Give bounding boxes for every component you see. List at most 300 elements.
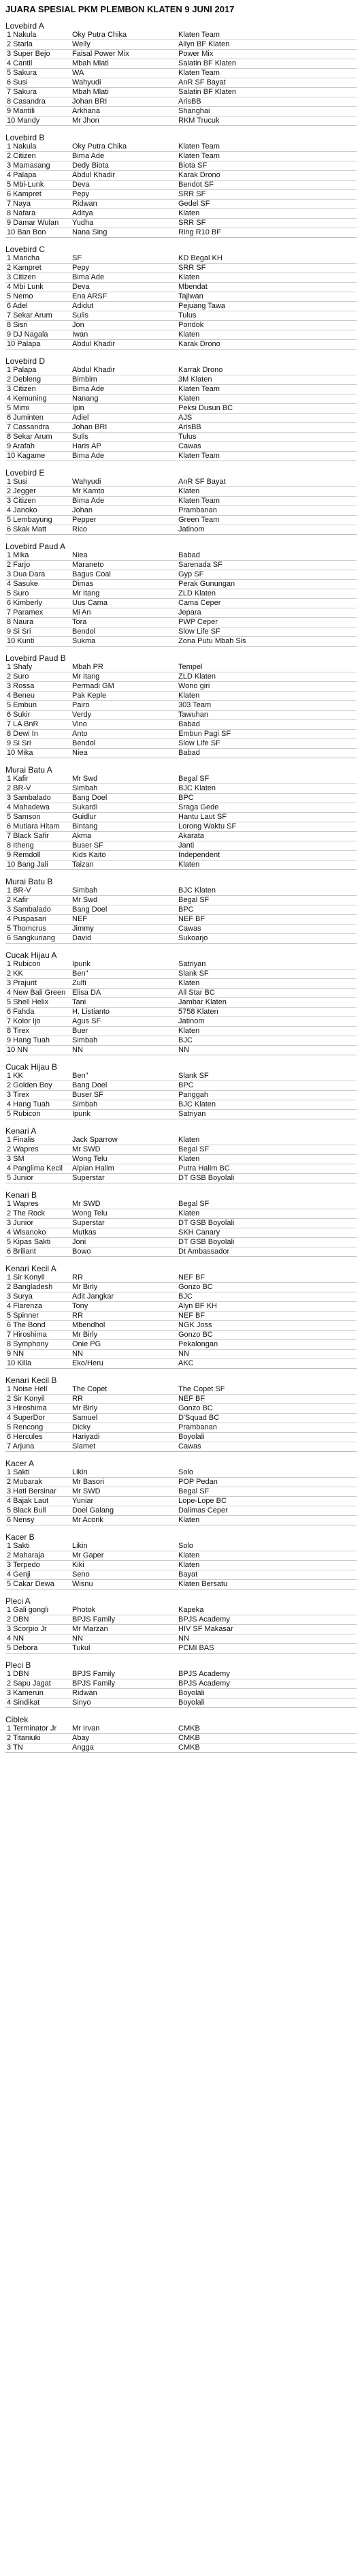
result-row bbox=[5, 1238, 357, 1247]
owner-name: Ipin bbox=[72, 404, 84, 412]
team-name: Klaten bbox=[178, 1551, 200, 1559]
bird-rank-name: 2 The Rock bbox=[7, 1209, 46, 1217]
bird-rank-name: 6 Hercules bbox=[7, 1433, 43, 1441]
bird-rank-name: 8 Itheng bbox=[7, 841, 34, 850]
bird-rank-name: 3 Citizen bbox=[7, 497, 36, 505]
result-block bbox=[5, 21, 357, 126]
result-row bbox=[5, 1644, 357, 1654]
owner-name: Mr Aconk bbox=[72, 1516, 103, 1524]
result-row bbox=[5, 1219, 357, 1228]
owner-name: RR bbox=[72, 1312, 83, 1320]
owner-name: Mr SWD bbox=[72, 1145, 101, 1153]
bird-rank-name: 1 Rubicon bbox=[7, 960, 41, 968]
team-name: NEF BF bbox=[178, 915, 205, 923]
bird-rank-name: 5 Thomcrus bbox=[7, 925, 46, 933]
bird-rank-name: 2 Citizen bbox=[7, 152, 36, 160]
result-row bbox=[5, 1487, 357, 1497]
owner-name: Dicky bbox=[72, 1423, 90, 1431]
bird-rank-name: 1 KK bbox=[7, 1072, 23, 1080]
category-title: Lovebird B bbox=[5, 133, 45, 142]
category-title: Lovebird Paud B bbox=[5, 653, 66, 663]
team-name: KD Begal KH bbox=[178, 254, 223, 262]
owner-name: Pairo bbox=[72, 701, 90, 709]
owner-name: BPJS Family bbox=[72, 1670, 115, 1678]
result-row bbox=[5, 1423, 357, 1433]
result-row bbox=[5, 254, 357, 264]
team-name: NN bbox=[178, 1634, 189, 1643]
team-name: Klaten bbox=[178, 1155, 200, 1163]
team-name: Lope-Lope BC bbox=[178, 1497, 227, 1505]
result-block bbox=[5, 245, 357, 350]
bird-rank-name: 9 Damar Wulan bbox=[7, 219, 59, 227]
team-name: Begal SF bbox=[178, 1487, 210, 1495]
owner-name: Aditya bbox=[72, 209, 93, 217]
owner-name: Ipunk bbox=[72, 960, 90, 968]
result-row bbox=[5, 1670, 357, 1679]
result-row bbox=[5, 730, 357, 739]
owner-name: Elisa DA bbox=[72, 989, 101, 997]
team-name: BPC bbox=[178, 1081, 194, 1089]
team-name: Begal SF bbox=[178, 775, 210, 783]
owner-name: Bimbim bbox=[72, 375, 97, 384]
category-title: Lovebird A bbox=[5, 21, 44, 31]
team-name: Perak Gunungan bbox=[178, 580, 235, 588]
owner-name: Deva bbox=[72, 283, 90, 291]
bird-rank-name: 4 Flarenza bbox=[7, 1302, 42, 1310]
owner-name: Niea bbox=[72, 551, 88, 559]
result-row bbox=[5, 1200, 357, 1209]
owner-name: Mbah Mlati bbox=[72, 59, 109, 67]
owner-name: Nana Sing bbox=[72, 228, 108, 236]
result-row bbox=[5, 78, 357, 88]
result-row bbox=[5, 330, 357, 340]
result-row bbox=[5, 340, 357, 350]
bird-rank-name: 3 Junior bbox=[7, 1219, 34, 1227]
bird-rank-name: 1 Nakula bbox=[7, 31, 37, 39]
owner-name: Tora bbox=[72, 618, 87, 626]
result-row bbox=[5, 886, 357, 896]
owner-name: Seno bbox=[72, 1570, 90, 1579]
owner-name: Ben" bbox=[72, 1072, 88, 1080]
result-row bbox=[5, 1724, 357, 1734]
result-row bbox=[5, 1698, 357, 1708]
bird-rank-name: 2 Maharaja bbox=[7, 1551, 45, 1559]
result-row bbox=[5, 385, 357, 394]
bird-rank-name: 10 Mika bbox=[7, 749, 33, 757]
owner-name: Tani bbox=[72, 998, 86, 1006]
bird-rank-name: 2 Sapu Jagat bbox=[7, 1679, 51, 1688]
result-row bbox=[5, 1072, 357, 1081]
team-name: RKM Trucuk bbox=[178, 117, 220, 125]
team-name: Independent bbox=[178, 851, 220, 859]
owner-name: NN bbox=[72, 1634, 83, 1643]
bird-rank-name: 5 Junior bbox=[7, 1174, 34, 1182]
team-name: BJC Klaten bbox=[178, 1100, 216, 1108]
team-name: BJC Klaten bbox=[178, 886, 216, 895]
owner-name: Faisal Power Mix bbox=[72, 50, 129, 58]
team-name: Slank SF bbox=[178, 1072, 209, 1080]
owner-name: Nanang bbox=[72, 394, 99, 403]
owner-name: Tukul bbox=[72, 1644, 90, 1652]
bird-rank-name: 3 Surya bbox=[7, 1292, 33, 1301]
bird-rank-name: 3 Citizen bbox=[7, 385, 36, 393]
bird-rank-name: 4 Cantil bbox=[7, 59, 33, 67]
result-row bbox=[5, 803, 357, 813]
bird-rank-name: 5 Nemo bbox=[7, 292, 33, 300]
team-name: BJC Klaten bbox=[178, 784, 216, 792]
bird-rank-name: 1 Sir Konyil bbox=[7, 1273, 45, 1282]
result-row bbox=[5, 1497, 357, 1506]
bird-rank-name: 5 Lembayung bbox=[7, 516, 52, 524]
owner-name: Ipunk bbox=[72, 1110, 90, 1118]
bird-rank-name: 4 SuperDor bbox=[7, 1414, 46, 1422]
owner-name: Ben" bbox=[72, 969, 88, 978]
result-row bbox=[5, 1302, 357, 1312]
result-block bbox=[5, 1190, 357, 1257]
bird-rank-name: 4 Palapa bbox=[7, 171, 37, 179]
category-title: Lovebird C bbox=[5, 245, 46, 254]
bird-rank-name: 2 DBN bbox=[7, 1615, 29, 1624]
result-row bbox=[5, 1478, 357, 1487]
owner-name: H. Listianto bbox=[72, 1008, 110, 1016]
result-block bbox=[5, 1715, 357, 1753]
bird-rank-name: 7 Arjuna bbox=[7, 1442, 35, 1450]
owner-name: Mr Kamto bbox=[72, 487, 105, 495]
result-row bbox=[5, 618, 357, 627]
owner-name: Bintang bbox=[72, 822, 98, 831]
team-name: Klaten bbox=[178, 1136, 200, 1144]
bird-rank-name: 10 Ban Bon bbox=[7, 228, 46, 236]
result-row bbox=[5, 209, 357, 219]
bird-rank-name: 10 Palapa bbox=[7, 340, 41, 348]
owner-name: Abdul Khadir bbox=[72, 171, 115, 179]
bird-rank-name: 4 Hang Tuah bbox=[7, 1100, 50, 1108]
bird-rank-name: 4 Janoko bbox=[7, 506, 37, 514]
owner-name: Bowo bbox=[72, 1247, 91, 1256]
owner-name: BPJS Family bbox=[72, 1679, 115, 1688]
result-row bbox=[5, 720, 357, 730]
bird-rank-name: 3 SM bbox=[7, 1155, 24, 1163]
result-row bbox=[5, 264, 357, 273]
team-name: Kapeka bbox=[178, 1606, 204, 1614]
team-name: Klaten bbox=[178, 209, 200, 217]
owner-name: NN bbox=[72, 1350, 83, 1358]
owner-name: Uus Cama bbox=[72, 599, 108, 607]
owner-name: SF bbox=[72, 254, 82, 262]
team-name: Satriyan bbox=[178, 1110, 206, 1118]
team-name: Cawas bbox=[178, 1442, 201, 1450]
result-row bbox=[5, 1734, 357, 1743]
bird-rank-name: 9 Remdoll bbox=[7, 851, 41, 859]
owner-name: Bima Ade bbox=[72, 497, 105, 505]
team-name: Dalimas Ceper bbox=[178, 1506, 228, 1515]
owner-name: Mi An bbox=[72, 608, 91, 617]
result-row bbox=[5, 960, 357, 969]
bird-rank-name: 3 TN bbox=[7, 1743, 23, 1752]
bird-rank-name: 1 Sakti bbox=[7, 1542, 30, 1550]
owner-name: Niea bbox=[72, 749, 88, 757]
bird-rank-name: 4 Mbi Lunk bbox=[7, 283, 44, 291]
result-row bbox=[5, 487, 357, 497]
owner-name: Superstar bbox=[72, 1219, 105, 1227]
owner-name: Rico bbox=[72, 525, 88, 533]
team-name: Solo bbox=[178, 1468, 194, 1476]
owner-name: Eko/Heru bbox=[72, 1359, 103, 1367]
bird-rank-name: 8 Tirex bbox=[7, 1027, 30, 1035]
result-row bbox=[5, 589, 357, 599]
team-name: Klaten bbox=[178, 1561, 200, 1569]
team-name: DT GSB Boyolali bbox=[178, 1238, 235, 1246]
owner-name: Mr Jhon bbox=[72, 117, 99, 125]
owner-name: Adiel bbox=[72, 414, 89, 422]
result-row bbox=[5, 1385, 357, 1395]
result-row bbox=[5, 1091, 357, 1100]
result-row bbox=[5, 663, 357, 672]
owner-name: Dedy Biota bbox=[72, 161, 109, 170]
owner-name: Haris AP bbox=[72, 442, 101, 450]
team-name: Jatinom bbox=[178, 1017, 205, 1025]
result-row bbox=[5, 423, 357, 433]
result-row bbox=[5, 59, 357, 69]
owner-name: Johan BRI bbox=[72, 423, 108, 431]
result-row bbox=[5, 1155, 357, 1164]
result-row bbox=[5, 570, 357, 580]
owner-name: Slamet bbox=[72, 1442, 96, 1450]
result-row bbox=[5, 682, 357, 692]
result-row bbox=[5, 637, 357, 647]
owner-name: NEF bbox=[72, 915, 87, 923]
owner-name: Ridwan bbox=[72, 200, 97, 208]
result-row bbox=[5, 107, 357, 117]
owner-name: Abay bbox=[72, 1734, 90, 1742]
result-block bbox=[5, 1264, 357, 1369]
bird-rank-name: 6 Sangkuriang bbox=[7, 934, 55, 942]
bird-rank-name: 8 Sekar Arum bbox=[7, 433, 52, 441]
bird-rank-name: 6 Juminten bbox=[7, 414, 44, 422]
team-name: PWP Ceper bbox=[178, 618, 218, 626]
category-title: Kacer B bbox=[5, 1532, 35, 1542]
owner-name: Pepper bbox=[72, 516, 97, 524]
bird-rank-name: 5 Cakar Dewa bbox=[7, 1580, 54, 1588]
team-name: Bendot SF bbox=[178, 181, 214, 189]
owner-name: Anto bbox=[72, 730, 88, 738]
team-name: NEF BF bbox=[178, 1273, 205, 1282]
result-row bbox=[5, 497, 357, 506]
team-name: Power Mix bbox=[178, 50, 214, 58]
owner-name: Kiki bbox=[72, 1561, 84, 1569]
result-row bbox=[5, 1273, 357, 1283]
bird-rank-name: 2 Titaniuki bbox=[7, 1734, 41, 1742]
owner-name: Wong Telu bbox=[72, 1209, 108, 1217]
result-row bbox=[5, 1606, 357, 1615]
bird-rank-name: 3 Super Bejo bbox=[7, 50, 50, 58]
team-name: Jepara bbox=[178, 608, 201, 617]
bird-rank-name: 1 Finalis bbox=[7, 1136, 35, 1144]
owner-name: Sukma bbox=[72, 637, 96, 645]
result-row bbox=[5, 1046, 357, 1055]
result-row bbox=[5, 1743, 357, 1753]
owner-name: Adit Jangkar bbox=[72, 1292, 114, 1301]
team-name: NEF BF bbox=[178, 1312, 205, 1320]
owner-name: Samuel bbox=[72, 1414, 98, 1422]
result-row bbox=[5, 1110, 357, 1119]
result-row bbox=[5, 784, 357, 794]
team-name: Klaten Team bbox=[178, 385, 220, 393]
owner-name: NN bbox=[72, 1046, 83, 1054]
bird-rank-name: 4 Beneu bbox=[7, 692, 35, 700]
team-name: Pekalongan bbox=[178, 1340, 218, 1348]
team-name: DT GSB Boyolali bbox=[178, 1219, 235, 1227]
result-block bbox=[5, 1062, 357, 1119]
bird-rank-name: 4 Kemuning bbox=[7, 394, 47, 403]
team-name: SRR SF bbox=[178, 219, 206, 227]
team-name: Babad bbox=[178, 749, 200, 757]
owner-name: Abdul Khadir bbox=[72, 340, 115, 348]
result-row bbox=[5, 1008, 357, 1017]
owner-name: Bima Ade bbox=[72, 273, 105, 281]
bird-rank-name: 8 Naura bbox=[7, 618, 34, 626]
team-name: Slank SF bbox=[178, 969, 209, 978]
bird-rank-name: 1 Mika bbox=[7, 551, 29, 559]
result-block bbox=[5, 653, 357, 758]
result-row bbox=[5, 1506, 357, 1516]
owner-name: Bendol bbox=[72, 627, 96, 636]
bird-rank-name: 8 Dewi In bbox=[7, 730, 38, 738]
bird-rank-name: 5 Kipas Sakti bbox=[7, 1238, 51, 1246]
result-sections bbox=[5, 21, 357, 1753]
result-block bbox=[5, 1660, 357, 1708]
bird-rank-name: 9 Mantili bbox=[7, 107, 35, 115]
bird-rank-name: 3 Prajurit bbox=[7, 979, 37, 987]
result-row bbox=[5, 860, 357, 870]
owner-name: Taizan bbox=[72, 860, 94, 869]
bird-rank-name: 7 LA BnR bbox=[7, 720, 39, 728]
result-row bbox=[5, 580, 357, 589]
bird-rank-name: 5 Embun bbox=[7, 701, 37, 709]
team-name: Biota SF bbox=[178, 161, 208, 170]
result-row bbox=[5, 1414, 357, 1423]
owner-name: Welly bbox=[72, 40, 90, 48]
bird-rank-name: 4 Genji bbox=[7, 1570, 31, 1579]
owner-name: Vino bbox=[72, 720, 87, 728]
owner-name: Zulfi bbox=[72, 979, 86, 987]
owner-name: David bbox=[72, 934, 92, 942]
bird-rank-name: 4 Puspasari bbox=[7, 915, 47, 923]
team-name: Cawas bbox=[178, 442, 201, 450]
result-row bbox=[5, 1542, 357, 1551]
owner-name: Mr Birly bbox=[72, 1283, 98, 1291]
team-name: Babad bbox=[178, 551, 200, 559]
team-name: Green Team bbox=[178, 516, 220, 524]
category-title: Lovebird D bbox=[5, 356, 46, 366]
team-name: Karrak Drono bbox=[178, 366, 223, 374]
team-name: Janti bbox=[178, 841, 195, 850]
result-row bbox=[5, 832, 357, 841]
category-title: Kenari B bbox=[5, 1190, 37, 1200]
bird-rank-name: 9 Arafah bbox=[7, 442, 35, 450]
team-name: Salatin BF Klaten bbox=[178, 59, 236, 67]
result-row bbox=[5, 905, 357, 915]
result-block bbox=[5, 1596, 357, 1654]
result-block bbox=[5, 765, 357, 870]
team-name: POP Pedan bbox=[178, 1478, 218, 1486]
owner-name: Dimas bbox=[72, 580, 94, 588]
team-name: Lorong Waktu SF bbox=[178, 822, 237, 831]
result-row bbox=[5, 1404, 357, 1414]
bird-rank-name: 9 NN bbox=[7, 1350, 24, 1358]
team-name: Sraga Gede bbox=[178, 803, 219, 811]
team-name: 303 Team bbox=[178, 701, 212, 709]
result-row bbox=[5, 1516, 357, 1525]
bird-rank-name: 7 Sekar Arum bbox=[7, 311, 52, 320]
team-name: HIV SF Makasar bbox=[178, 1625, 233, 1633]
result-row bbox=[5, 152, 357, 161]
result-row bbox=[5, 442, 357, 452]
bird-rank-name: 1 Shafy bbox=[7, 663, 33, 671]
bird-rank-name: 10 Mandy bbox=[7, 117, 40, 125]
team-name: PCMI BAS bbox=[178, 1644, 214, 1652]
result-row bbox=[5, 375, 357, 385]
bird-rank-name: 4 NN bbox=[7, 1634, 24, 1643]
team-name: Embun Pagi SF bbox=[178, 730, 231, 738]
owner-name: Tony bbox=[72, 1302, 88, 1310]
team-name: Begal SF bbox=[178, 896, 210, 904]
team-name: Prambanan bbox=[178, 506, 217, 514]
team-name: AKC bbox=[178, 1359, 194, 1367]
owner-name: Bagus Coal bbox=[72, 570, 111, 578]
team-name: Klaten bbox=[178, 394, 200, 403]
category-title: Kenari Kecil A bbox=[5, 1264, 56, 1273]
bird-rank-name: 2 Starla bbox=[7, 40, 33, 48]
owner-name: Simbah bbox=[72, 886, 98, 895]
owner-name: Maraneto bbox=[72, 561, 104, 569]
team-name: ArisBB bbox=[178, 97, 201, 106]
bird-rank-name: 7 Cassandra bbox=[7, 423, 50, 431]
team-name: Klaten Team bbox=[178, 452, 220, 460]
result-row bbox=[5, 88, 357, 97]
team-name: Bayat bbox=[178, 1570, 198, 1579]
bird-rank-name: 8 Nafara bbox=[7, 209, 36, 217]
owner-name: Mr Birly bbox=[72, 1404, 98, 1412]
bird-rank-name: 1 Wapres bbox=[7, 1200, 39, 1208]
owner-name: Mr Gaper bbox=[72, 1551, 104, 1559]
owner-name: Mr Irvan bbox=[72, 1724, 100, 1733]
bird-rank-name: 9 Si Sri bbox=[7, 627, 31, 636]
owner-name: Wahyudi bbox=[72, 478, 101, 486]
bird-rank-name: 3 Tirex bbox=[7, 1091, 30, 1099]
bird-rank-name: 7 Black Safir bbox=[7, 832, 49, 840]
result-row bbox=[5, 366, 357, 375]
team-name: Klaten Team bbox=[178, 31, 220, 39]
result-row bbox=[5, 1395, 357, 1404]
result-row bbox=[5, 989, 357, 998]
owner-name: Pepy bbox=[72, 190, 90, 198]
team-name: Zona Putu Mbah Sis bbox=[178, 637, 246, 645]
team-name: CMKB bbox=[178, 1734, 200, 1742]
result-row bbox=[5, 551, 357, 561]
bird-rank-name: 2 Jegger bbox=[7, 487, 36, 495]
category-title: Lovebird E bbox=[5, 468, 45, 478]
bird-rank-name: 1 Terminator Jr bbox=[7, 1724, 57, 1733]
bird-rank-name: 7 Naya bbox=[7, 200, 31, 208]
team-name: Slow Life SF bbox=[178, 627, 220, 636]
bird-rank-name: 6 Nensy bbox=[7, 1516, 35, 1524]
owner-name: Hariyadi bbox=[72, 1433, 100, 1441]
result-row bbox=[5, 478, 357, 487]
result-row bbox=[5, 561, 357, 570]
team-name: Tulus bbox=[178, 311, 197, 320]
bird-rank-name: 2 BR-V bbox=[7, 784, 31, 792]
